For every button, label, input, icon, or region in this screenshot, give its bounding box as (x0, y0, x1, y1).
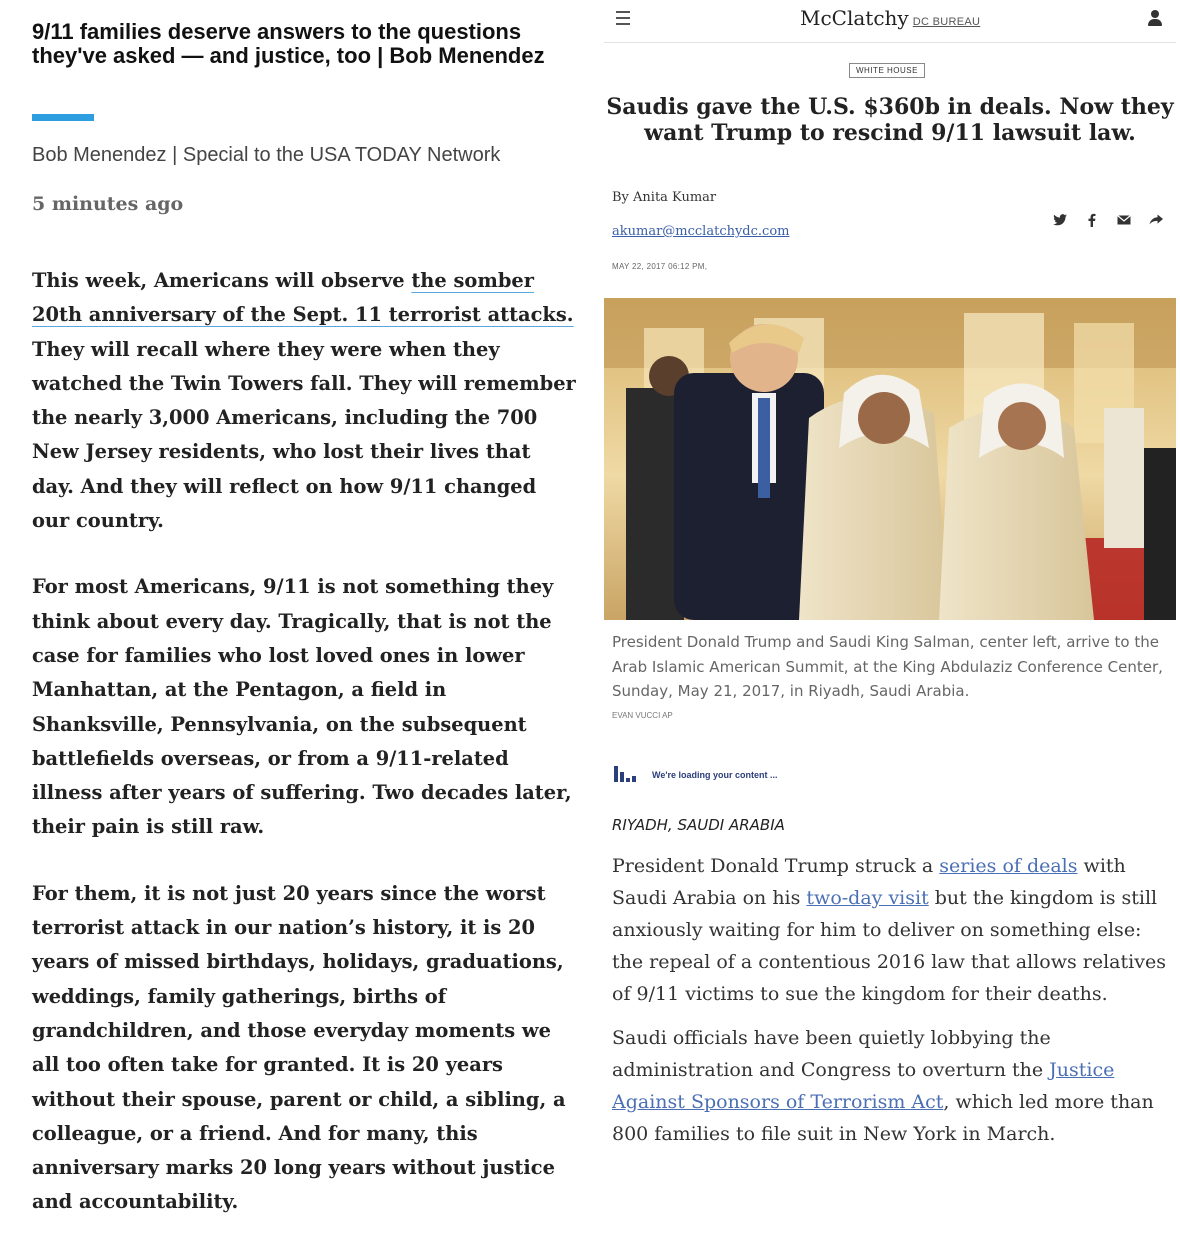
article-timestamp: 5 minutes ago (32, 193, 184, 215)
hamburger-menu-icon[interactable] (616, 11, 630, 25)
brand-logo[interactable] (800, 6, 980, 30)
paragraph-1 (32, 264, 577, 538)
photo-credit: EVAN VUCCI AP (612, 711, 673, 720)
top-bar (604, 0, 1176, 43)
paragraph-1-rest: They will recall where they were when they watched the Twin Towers fall. They will remember the nearly 3,000 Americans, including the 700 New Jersey residents, who lost their lives that day. And they will reflect on how 9/11 changed our country. (32, 337, 576, 533)
two-day-visit-link[interactable]: two-day visit (806, 887, 929, 909)
article-body (612, 850, 1172, 1162)
accent-bar (32, 114, 94, 121)
paragraph-1-text: This week, Americans will observe (32, 269, 412, 292)
brand-name: McClatchy (800, 6, 909, 30)
mcclatchy-article (604, 0, 1176, 1200)
section-badge[interactable]: WHITE HOUSE (849, 63, 925, 78)
article-byline[interactable]: Bob Menendez | Special to the USA TODAY Network (32, 144, 501, 166)
paragraph-2: For most Americans, 9/11 is not something they think about every day. Tragically, that is not the case for families who lost loved ones in lower Manhattan, at the Pentagon, a field in Shanksville, Pennsylvania, on the subsequent battlefields overseas, or from a 9/11-related illness after years of suffering. Two decades later, their pain is still raw. (32, 575, 572, 839)
paragraph-1 (612, 850, 1172, 1010)
article-headline: Saudis gave the U.S. $360b in deals. Now they want Trump to rescind 9/11 lawsuit law. (606, 94, 1174, 146)
article-byline: By Anita Kumar (612, 190, 717, 205)
facebook-icon[interactable] (1084, 212, 1100, 228)
article-date: MAY 22, 2017 06:12 PM, (612, 262, 708, 271)
share-bar (1052, 212, 1166, 230)
jasta-link[interactable]: Justice Against Sponsors of Terrorism Act (612, 1059, 1115, 1113)
photo-caption: President Donald Trump and Saudi King Salman, center left, arrive to the Arab Islamic American Summit, at the King Abdulaziz Conference Center, Sunday, May 21, 2017, in Riyadh, Saudi Arabia. (612, 633, 1163, 700)
paragraph-1-text-c: but the kingdom is still anxiously waiting for him to deliver on something else: the repeal of a contentious 2016 law that allows relatives of 9/11 victims to sue the kingdom for their deaths. (612, 887, 1166, 1005)
paragraph-2-text-a: Saudi officials have been quietly lobbying the administration and Congress to overturn the (612, 1027, 1051, 1081)
series-of-deals-link[interactable]: series of deals (939, 855, 1078, 877)
user-account-icon[interactable] (1148, 10, 1162, 28)
share-arrow-icon[interactable] (1148, 212, 1164, 228)
article-headline: 9/11 families deserve answers to the questions they've asked — and justice, too | Bob Menendez (32, 19, 545, 68)
email-share-icon[interactable] (1116, 212, 1132, 228)
usatoday-article (0, 0, 600, 1214)
loading-icon (614, 764, 644, 784)
paragraph-2 (612, 1022, 1172, 1150)
loading-text: We're loading your content ... (652, 770, 778, 780)
twitter-icon[interactable] (1052, 212, 1068, 228)
brand-sub: DC BUREAU (912, 16, 981, 28)
anniversary-link[interactable]: the somber 20th anniversary of the Sept. 11 terrorist attacks. (32, 269, 574, 327)
article-body (32, 264, 577, 1252)
paragraph-2-text-b: , which led more than 800 families to file suit in New York in March. (612, 1091, 1154, 1145)
paragraph-1-text-a: President Donald Trump struck a (612, 855, 940, 877)
paragraph-3: For them, it is not just 20 years since the worst terrorist attack in our nation’s history, it is 20 years of missed birthdays, holidays, graduations, weddings, family gatherings, births of grandchildren, and those everyday moments we all too often take for granted. It is 20 years without their spouse, parent or child, a sibling, a colleague, or a friend. And for many, this anniversary marks 20 long years without justice and accountability. (32, 881, 566, 1214)
article-photo (604, 298, 1176, 620)
paragraph-1-text-b: with Saudi Arabia on his (612, 855, 1126, 909)
author-email-link[interactable]: akumar@mcclatchydc.com (612, 224, 790, 239)
dateline: RIYADH, SAUDI ARABIA (612, 816, 785, 834)
